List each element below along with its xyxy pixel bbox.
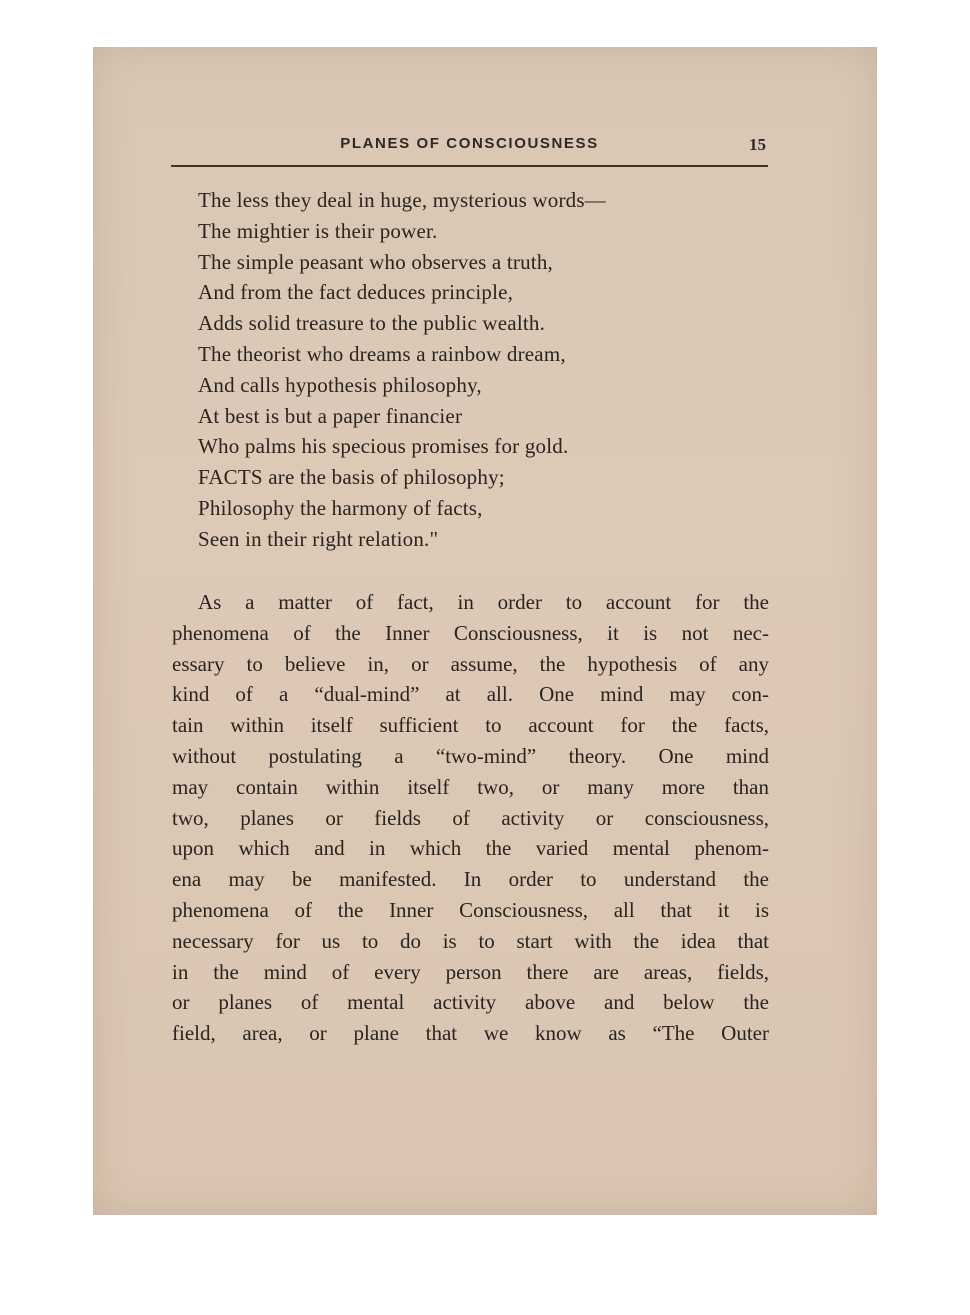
book-page (93, 47, 877, 1215)
paragraph-line: essary to believe in, or assume, the hypothesis of any (172, 651, 769, 676)
poem-line: And calls hypothesis philosophy, (198, 372, 482, 397)
paragraph-line: tain within itself sufficient to account for the facts, (172, 713, 769, 738)
paragraph-line: field, area, or plane that we know as “The Outer (172, 1021, 769, 1046)
poem-line: The less they deal in huge, mysterious words— (198, 188, 606, 212)
paragraph-line: upon which and in which the varied mental phenom- (172, 836, 769, 861)
paragraph-line: As a matter of fact, in order to account for the (198, 590, 769, 614)
poem-block (198, 185, 778, 555)
paragraph-line: may contain within itself two, or many more than (172, 774, 769, 799)
page-number: 15 (749, 135, 766, 154)
poem-line: Adds solid treasure to the public wealth. (198, 311, 546, 336)
paragraph-line: phenomena of the Inner Consciousness, it is not nec- (172, 620, 769, 645)
paragraph-line: in the mind of every person there are areas, fields, (172, 959, 769, 984)
poem-line: FACTS are the basis of philosophy; (198, 465, 505, 490)
running-head: PLANES OF CONSCIOUSNESS (340, 135, 599, 152)
paragraph-line: kind of a “dual-mind” at all. One mind may con- (172, 682, 769, 707)
paragraph-line: two, planes or fields of activity or consciousness, (172, 805, 769, 830)
poem-line: The mightier is their power. (198, 218, 438, 243)
poem-line: The theorist who dreams a rainbow dream, (198, 341, 566, 366)
poem-line: Seen in their right relation." (198, 526, 439, 551)
poem-line: At best is but a paper financier (198, 403, 463, 428)
paragraph-line: or planes of mental activity above and below the (172, 990, 769, 1015)
poem-line: Who palms his specious promises for gold. (198, 434, 569, 459)
page-header (171, 131, 768, 167)
paragraph-line: necessary for us to do is to start with the idea that (172, 928, 769, 953)
poem-line: The simple peasant who observes a truth, (198, 249, 553, 274)
poem-line: Philosophy the harmony of facts, (198, 495, 483, 520)
poem-line: And from the fact deduces principle, (198, 280, 514, 305)
paragraph-line: phenomena of the Inner Consciousness, all that it is (172, 897, 769, 922)
paragraph-line: without postulating a “two-mind” theory. One mind (172, 743, 769, 768)
prose-paragraph (172, 587, 769, 1049)
paragraph-line: ena may be manifested. In order to understand the (172, 867, 769, 892)
